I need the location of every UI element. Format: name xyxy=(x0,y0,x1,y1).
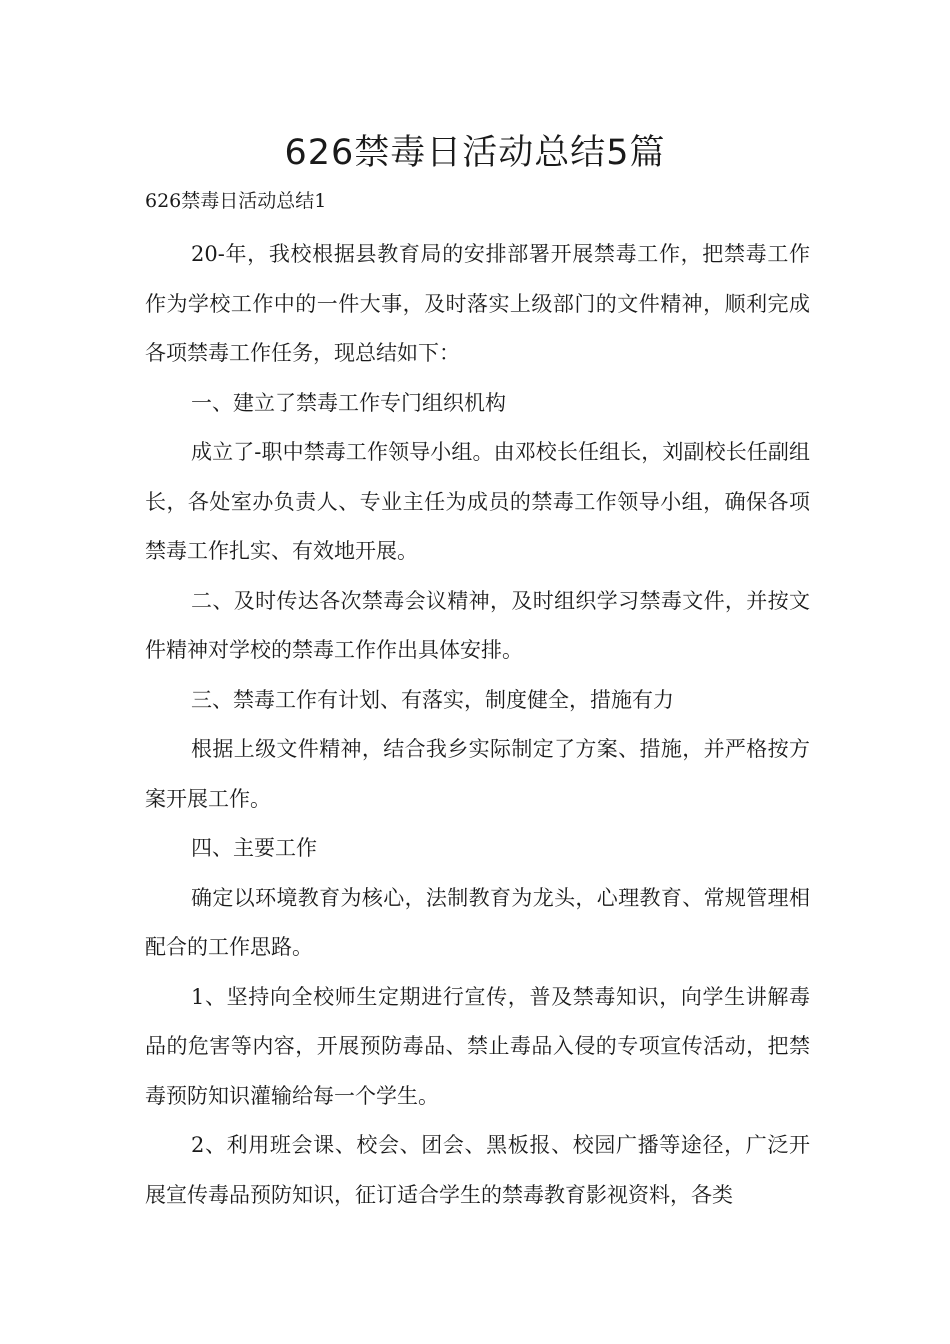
paragraph-item-2: 2、利用班会课、校会、团会、黑板报、校园广播等途径，广泛开展宣传毒品预防知识，征订适合学生的禁毒教育影视资料，各类 xyxy=(145,1133,810,1207)
paragraph-approach: 确定以环境教育为核心，法制教育为龙头，心理教育、常规管理相配合的工作思路。 xyxy=(145,885,810,959)
paragraph-heading-3: 三、禁毒工作有计划、有落实，制度健全，措施有力 xyxy=(191,687,674,712)
paragraph-item-1: 1、坚持向全校师生定期进行宣传，普及禁毒知识，向学生讲解毒品的危害等内容，开展预防毒品、禁止毒品入侵的专项宣传活动，把禁毒预防知识灌输给每一个学生。 xyxy=(145,984,810,1108)
paragraph-heading-4: 四、主要工作 xyxy=(191,836,317,860)
document-body xyxy=(145,230,810,1220)
document-title: 626禁毒日活动总结5篇 xyxy=(284,133,666,173)
paragraph-heading-1: 一、建立了禁毒工作专门组织机构 xyxy=(191,390,506,415)
paragraph-heading-2: 二、及时传达各次禁毒会议精神，及时组织学习禁毒文件，并按文件精神对学校的禁毒工作作出具体安排。 xyxy=(145,588,810,662)
section-heading: 626禁毒日活动总结1 xyxy=(145,190,327,212)
paragraph-plan: 根据上级文件精神，结合我乡实际制定了方案、措施，并严格按方案开展工作。 xyxy=(145,737,810,811)
paragraph-intro: 20-年，我校根据县教育局的安排部署开展禁毒工作，把禁毒工作作为学校工作中的一件大事，及时落实上级部门的文件精神，顺利完成各项禁毒工作任务，现总结如下： xyxy=(145,242,810,365)
paragraph-organization: 成立了-职中禁毒工作领导小组。由邓校长任组长，刘副校长任副组长，各处室办负责人、专业主任为成员的禁毒工作领导小组，确保各项禁毒工作扎实、有效地开展。 xyxy=(145,440,810,563)
